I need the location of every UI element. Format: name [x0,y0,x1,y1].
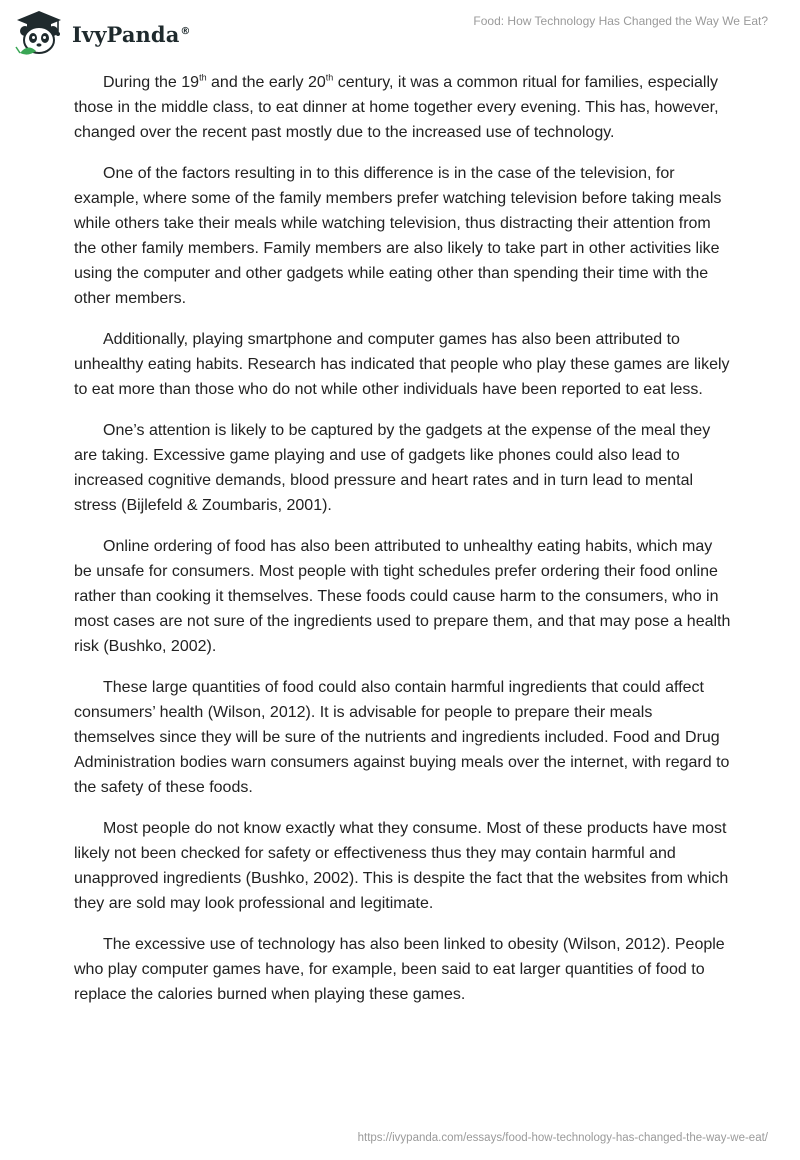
superscript-th: th [325,72,334,83]
panda-graduate-icon [14,9,64,57]
registered-mark: ® [180,25,191,37]
page-header [0,0,800,64]
source-url[interactable]: https://ivypanda.com/essays/food-how-technology-has-changed-the-way-we-eat/ [357,1132,768,1144]
superscript-th: th [199,72,207,83]
brand-logo[interactable] [14,9,191,57]
paragraph-3: Additionally, playing smartphone and computer games has also been attributed to unhealthy eating habits. Research has indicated that people who play these games are likely to eat more than those who do not while other individuals have been reported to eat less. [74,331,730,398]
paragraph-6: These large quantities of food could also contain harmful ingredients that could affect consumers’ health (Wilson, 2012). It is advisable for people to prepare their meals themselves since they will be sure of the nutrients and ingredients included. Food and Drug Administration bodies warn consumers against buying meals over the internet, with regard to the safety of these foods. [74,679,730,796]
paragraph-5: Online ordering of food has also been attributed to unhealthy eating habits, which may be unsafe for consumers. Most people with tight schedules prefer ordering their food online rather than cooking it themselves. These foods could cause harm to the consumers, who in most cases are not sure of the ingredients used to prepare them, and that may pose a health risk (Bushko, 2002). [74,538,731,655]
paragraph-2: One of the factors resulting in to this difference is in the case of the television, for example, where some of the family members prefer watching television before taking meals while others take their meals while watching television, thus distracting their attention from the other family members. Family members are also likely to take part in other activities like using the computer and other gadgets while eating other than spending their time with the other members. [74,165,722,307]
paragraph-1: During the 19th and the early 20th century, it was a common ritual for families, especially those in the middle class, to eat dinner at home together every evening. This has, however, changed over the recent past mostly due to the increased use of technology. [74,72,719,141]
paragraph-7: Most people do not know exactly what they consume. Most of these products have most likely not been checked for safety or effectiveness thus they may contain harmful and unapproved ingredients (Bushko, 2002). This is despite the fact that the websites from which they are sold may look professional and legitimate. [74,820,729,912]
paragraph-8: The excessive use of technology has also been linked to obesity (Wilson, 2012). People who play computer games have, for example, been said to eat larger quantities of food to replace the calories burned when playing these games. [74,936,725,1003]
document-title: Food: How Technology Has Changed the Way We Eat? [473,14,768,28]
brand-name: IvyPanda® [72,21,191,47]
paragraph-4: One’s attention is likely to be captured by the gadgets at the expense of the meal they are taking. Excessive game playing and use of gadgets like phones could also lead to increased cognitive demands, blood pressure and heart rates and in turn lead to mental stress (Bijlefeld & Zoumbaris, 2001). [74,422,711,514]
essay-body [74,70,734,1023]
